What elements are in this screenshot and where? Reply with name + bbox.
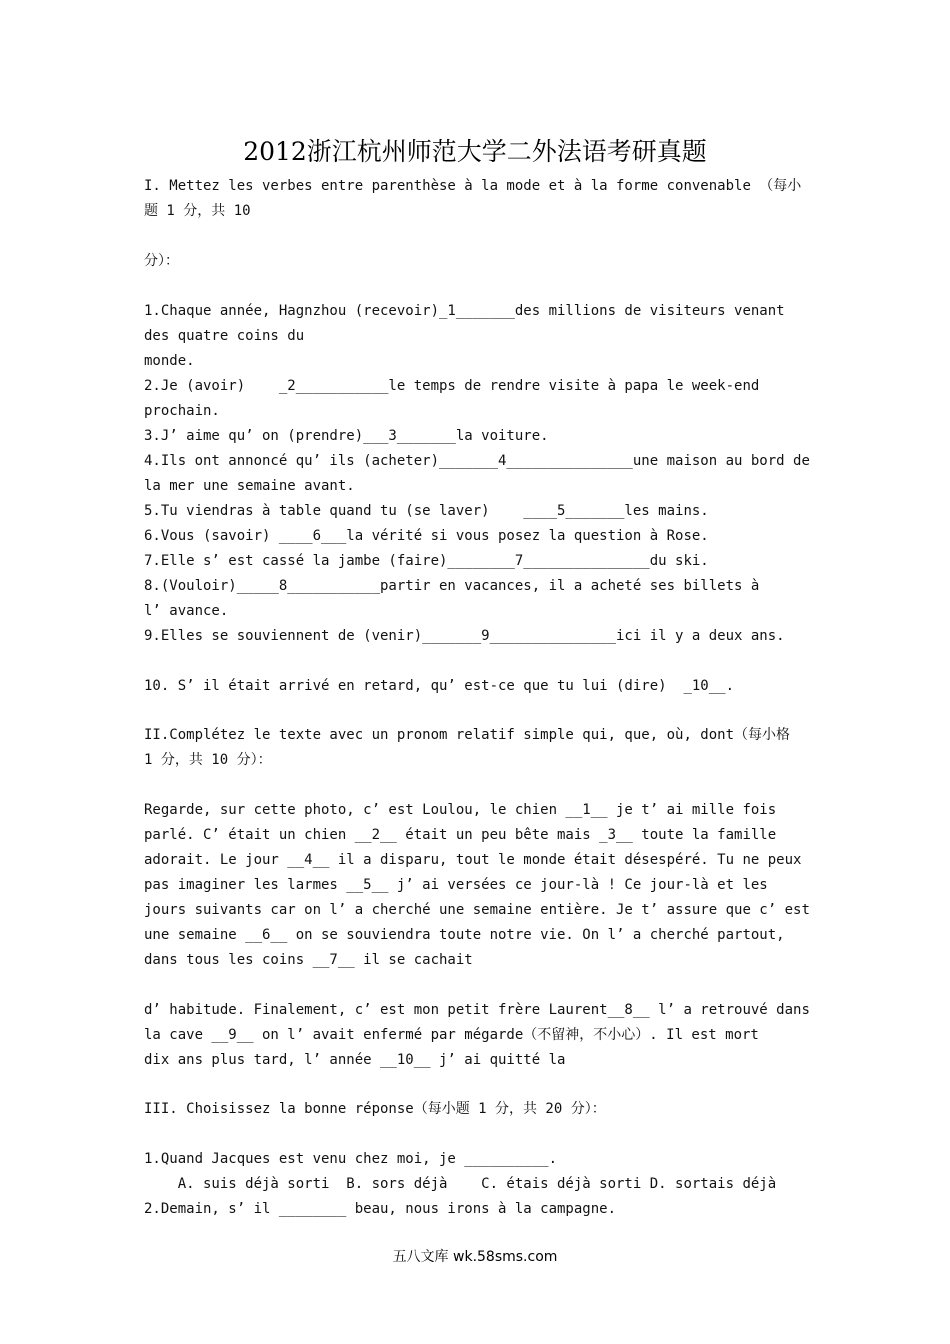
text-line: 1.Chaque année, Hagnzhou (recevoir)_1_______des millions de visiteurs venant: [144, 303, 785, 319]
section-1-instruction-end: 分）：: [144, 253, 179, 269]
text-line: prochain.: [144, 403, 220, 419]
text-line: jours suivants car on l’ a cherché une semaine entière. Je t’ assure que c’ est: [144, 902, 810, 918]
text-line: 6.Vous (savoir) ____6___la vérité si vous posez la question à Rose.: [144, 528, 709, 544]
text-line: 2.Demain, s’ il ________ beau, nous irons à la campagne.: [144, 1201, 617, 1217]
page-title: 2012浙江杭州师范大学二外法语考研真题: [243, 137, 707, 166]
footer-watermark: 五八文库 wk.58sms.com: [392, 1249, 558, 1265]
text-line: l’ avance.: [144, 603, 229, 619]
text-line: une semaine __6__ on se souviendra toute notre vie. On l’ a cherché partout,: [144, 927, 785, 943]
text-line: des quatre coins du: [144, 328, 305, 344]
text-line: 8.(Vouloir)_____8___________partir en vacances, il a acheté ses billets à: [144, 578, 760, 594]
text-line: 10. S’ il était arrivé en retard, qu’ est-ce que tu lui (dire) _10__.: [144, 678, 735, 694]
answer-options: A. suis déjà sorti B. sors déjà C. étais déjà sorti D. sortais déjà: [144, 1176, 777, 1192]
text-line: Regarde, sur cette photo, c’ est Loulou, le chien __1__ je t’ ai mille fois: [144, 802, 777, 818]
text-line: dans tous les coins __7__ il se cachait: [144, 952, 473, 968]
section-1-instruction-cont: 题 1 分，共 10: [144, 203, 251, 219]
text-line: adorait. Le jour __4__ il a disparu, tout le monde était désespéré. Tu ne peux: [144, 852, 802, 868]
text-line: d’ habitude. Finalement, c’ est mon petit frère Laurent__8__ l’ a retrouvé dans: [144, 1002, 810, 1018]
text-line: 3.J’ aime qu’ on (prendre)___3_______la voiture.: [144, 428, 549, 444]
section-1-instruction: I. Mettez les verbes entre parenthèse à la mode et à la forme convenable （每小: [144, 178, 802, 194]
text-line: 5.Tu viendras à table quand tu (se laver) ____5_______les mains.: [144, 503, 709, 519]
section-2-instruction-cont: 1 分，共 10 分）：: [144, 752, 272, 768]
text-line: 2.Je (avoir) _2___________le temps de rendre visite à papa le week-end: [144, 378, 760, 394]
text-line: pas imaginer les larmes __5__ j’ ai versées ce jour-là ! Ce jour-là et les: [144, 877, 768, 893]
text-line: 9.Elles se souviennent de (venir)_______9_______________ici il y a deux ans.: [144, 628, 785, 644]
text-line: 1.Quand Jacques est venu chez moi, je __________.: [144, 1151, 558, 1167]
section-2-instruction: II.Complétez le texte avec un pronom relatif simple qui, que, où, dont（每小格: [144, 727, 791, 743]
text-line: la cave __9__ on l’ avait enfermé par mégarde（不留神，不小心）. Il est mort: [144, 1027, 759, 1043]
text-line: monde.: [144, 353, 195, 369]
section-3-instruction: III. Choisissez la bonne réponse（每小题 1 分，共 20 分）：: [144, 1101, 606, 1117]
text-line: dix ans plus tard, l’ année __10__ j’ ai quitté la: [144, 1052, 566, 1068]
text-line: parlé. C’ était un chien __2__ était un peu bête mais _3__ toute la famille: [144, 827, 777, 843]
text-line: 4.Ils ont annoncé qu’ ils (acheter)_______4_______________une maison au bord de: [144, 453, 810, 469]
text-line: 7.Elle s’ est cassé la jambe (faire)________7_______________du ski.: [144, 553, 709, 569]
text-line: la mer une semaine avant.: [144, 478, 355, 494]
